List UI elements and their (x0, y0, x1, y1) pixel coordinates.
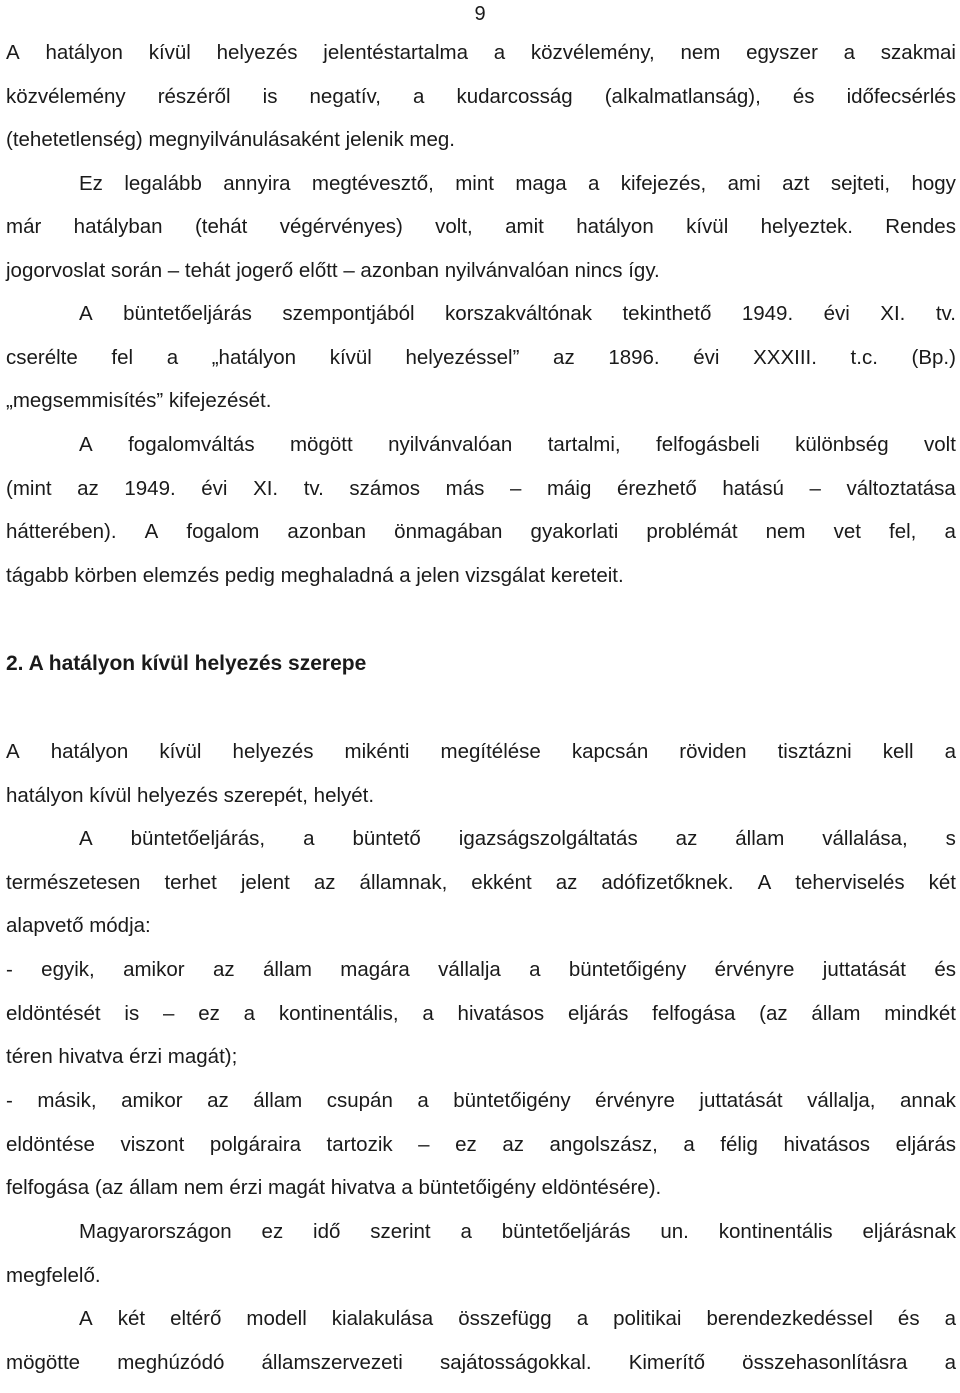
word: változtatása (846, 477, 956, 500)
word: is (262, 85, 278, 108)
word: hatályban (73, 215, 163, 238)
text-line (6, 474, 956, 504)
word: az (502, 1133, 524, 1156)
word: mögötte (6, 1351, 81, 1374)
text-line (6, 430, 956, 460)
word: röviden (679, 740, 747, 763)
word: problémát (646, 520, 738, 543)
text-line: felfogása (az állam nem érzi magát hivatva a büntetőigény eldöntésére). (6, 1176, 662, 1199)
word: végérvényes) (279, 215, 403, 238)
word: (mint (6, 477, 52, 500)
section-heading: 2. A hatályon kívül helyezés szerepe (6, 652, 367, 675)
word: eldöntése (6, 1133, 95, 1156)
word: évi (201, 477, 228, 500)
word: félig (720, 1133, 758, 1156)
word: s (945, 827, 956, 850)
word: 1949. (124, 477, 176, 500)
word: máig (546, 477, 592, 500)
word: korszakváltónak (445, 302, 593, 325)
word: érezhető (616, 477, 697, 500)
word: – (418, 1133, 430, 1156)
word: – (509, 477, 522, 500)
word: sajátosságokkal. (439, 1351, 592, 1374)
word: eljárás (567, 1002, 629, 1025)
word: fogalom (186, 520, 260, 543)
text-line (6, 955, 956, 985)
word: (Bp.) (911, 346, 956, 369)
word: az (207, 1089, 229, 1112)
word: kívül (329, 346, 372, 369)
text-line (6, 169, 956, 199)
word: összehasonlításra (742, 1351, 908, 1374)
word: A (79, 827, 93, 850)
text-line (6, 517, 956, 547)
word: is (124, 1002, 140, 1025)
word: kívül (686, 215, 729, 238)
word: kifejezés, (620, 172, 707, 195)
word: teherviselés (795, 871, 905, 894)
word: meghúzódó (117, 1351, 225, 1374)
word: államnak, (359, 871, 448, 894)
word: a (576, 1307, 589, 1330)
word: állam (811, 1002, 861, 1025)
word: évi (693, 346, 720, 369)
word: fogalomváltás (128, 433, 255, 456)
word: 1896. (608, 346, 660, 369)
word: büntetőigény (453, 1089, 571, 1112)
word: kapcsán (571, 740, 649, 763)
word: – (163, 1002, 175, 1025)
word: t.c. (850, 346, 878, 369)
text-line: „megsemmisítés” kifejezését. (6, 389, 272, 412)
word: fel, (889, 520, 917, 543)
word: eljárás (895, 1133, 956, 1156)
word: adófizetőknek. (601, 871, 734, 894)
word: a (493, 41, 506, 64)
word: sejteti, (830, 172, 891, 195)
word: A (79, 302, 93, 325)
word: büntetőigény (568, 958, 687, 981)
word: hogy (911, 172, 956, 195)
word: hatályon (45, 41, 123, 64)
word: a (944, 1351, 956, 1374)
word: és (792, 85, 815, 108)
word: a (412, 85, 425, 108)
word: az (313, 871, 336, 894)
word: „hatályon (211, 346, 297, 369)
word: mikénti (344, 740, 410, 763)
word: a (417, 1089, 429, 1112)
word: felfogása (652, 1002, 736, 1025)
word: időfecsérlés (846, 85, 956, 108)
word: tekinthető (622, 302, 712, 325)
word: hatályon (50, 740, 129, 763)
word: büntetőeljárás (123, 302, 252, 325)
word: állam (735, 827, 785, 850)
word: a (843, 41, 856, 64)
word: mögött (289, 433, 353, 456)
text-line (6, 1086, 956, 1116)
word: XXXIII. (753, 346, 817, 369)
word: megtévesztő, (311, 172, 434, 195)
word: kontinentális (718, 1220, 833, 1243)
word: büntetőeljárás, (130, 827, 266, 850)
word: és (897, 1307, 920, 1330)
word: helyeztek. (760, 215, 853, 238)
word: természetesen (6, 871, 141, 894)
text-line: jogorvoslat során – tehát jogerő előtt – azonban nyilvánvalóan nincs így. (6, 259, 660, 282)
word: büntető (352, 827, 421, 850)
word: állam (262, 958, 312, 981)
word: (alkalmatlanság), (604, 85, 761, 108)
word: tartozik (326, 1133, 393, 1156)
text-line (6, 212, 956, 242)
word: fel (111, 346, 134, 369)
word: juttatását (699, 1089, 783, 1112)
word: ekként (471, 871, 532, 894)
word: modell (246, 1307, 307, 1330)
word: nem (680, 41, 721, 64)
word: kudarcosság (456, 85, 573, 108)
word: azt (782, 172, 810, 195)
page-number: 9 (474, 3, 486, 25)
word: jelentéstartalma (323, 41, 468, 64)
word: amikor (123, 958, 185, 981)
word: büntetőeljárás (501, 1220, 631, 1243)
text-line: alapvető módja: (6, 914, 151, 937)
word: eltérő (170, 1307, 222, 1330)
text-line (6, 1130, 956, 1160)
word: évi (823, 302, 850, 325)
word: hatályon (576, 215, 654, 238)
word: csupán (326, 1089, 393, 1112)
word: kívül (148, 41, 191, 64)
word: amikor (121, 1089, 183, 1112)
word: ez (198, 1002, 220, 1025)
word: összefügg (458, 1307, 552, 1330)
word: a (166, 346, 179, 369)
word: helyezés (232, 740, 314, 763)
word: két (117, 1307, 146, 1330)
word: XI. (253, 477, 279, 500)
word: és (934, 958, 956, 981)
word: vállalása, (822, 827, 908, 850)
word: Kimerítő (628, 1351, 706, 1374)
word: tisztázni (777, 740, 852, 763)
word: ami (727, 172, 761, 195)
word: érvényre (595, 1089, 675, 1112)
word: - (6, 958, 13, 981)
word: A (6, 740, 20, 763)
word: XI. (880, 302, 906, 325)
word: eljárásnak (862, 1220, 956, 1243)
word: negatív, (309, 85, 381, 108)
text-line: tágabb körben elemzés pedig meghaladná a jelen vizsgálat kereteit. (6, 564, 624, 587)
word: A (144, 520, 159, 543)
word: eldöntését (6, 1002, 101, 1025)
word: a (529, 958, 541, 981)
text-line (6, 38, 956, 68)
word: jelent (240, 871, 290, 894)
word: idő (313, 1220, 341, 1243)
word: az (555, 871, 578, 894)
word: a (944, 520, 956, 543)
word: ez (455, 1133, 477, 1156)
word: más (445, 477, 485, 500)
word: nyilvánvalóan (388, 433, 513, 456)
word: A (757, 871, 772, 894)
word: megítélése (440, 740, 541, 763)
word: annak (900, 1089, 956, 1112)
word: szerint (370, 1220, 431, 1243)
word: a (422, 1002, 434, 1025)
word: gyakorlati (530, 520, 619, 543)
word: Rendes (885, 215, 956, 238)
word: A (79, 433, 93, 456)
word: különbség (795, 433, 889, 456)
word: vállalja, (807, 1089, 876, 1112)
word: Ez (79, 172, 103, 195)
text-line (6, 1348, 956, 1378)
word: kontinentális, (278, 1002, 399, 1025)
text-line (6, 868, 956, 898)
word: amit (505, 215, 544, 238)
word: volt, (435, 215, 473, 238)
text-line: téren hivatva érzi magát); (6, 1045, 238, 1068)
word: a (243, 1002, 256, 1025)
word: – (809, 477, 821, 500)
word: A (79, 1307, 93, 1330)
text-line (6, 824, 956, 854)
word: tartalmi, (547, 433, 621, 456)
word: szakmai (880, 41, 956, 64)
word: polgáraira (209, 1133, 301, 1156)
word: (tehát (194, 215, 248, 238)
text-line (6, 1217, 956, 1247)
word: mindkét (884, 1002, 956, 1025)
text-line (6, 1304, 956, 1334)
word: az (212, 958, 235, 981)
word: 1949. (741, 302, 794, 325)
word: szempontjából (282, 302, 415, 325)
word: helyezés (216, 41, 298, 64)
text-line: (tehetetlenség) megnyilvánulásaként jelenik meg. (6, 128, 455, 151)
text-line (6, 999, 956, 1029)
word: államszervezeti (261, 1351, 403, 1374)
word: a (944, 740, 956, 763)
word: hivatásos (457, 1002, 545, 1025)
word: - (6, 1089, 13, 1112)
word: az (675, 827, 698, 850)
word: viszont (120, 1133, 185, 1156)
word: ez (261, 1220, 284, 1243)
word: részéről (157, 85, 231, 108)
word: már (6, 215, 42, 238)
word: berendezkedéssel (706, 1307, 873, 1330)
word: un. (660, 1220, 689, 1243)
word: felfogásbeli (656, 433, 760, 456)
word: a (303, 827, 315, 850)
word: hatású (722, 477, 784, 500)
word: érvényre (714, 958, 795, 981)
word: a (944, 1307, 956, 1330)
word: közvélemény (6, 85, 126, 108)
word: tv. (935, 302, 956, 325)
word: juttatását (822, 958, 906, 981)
word: maga (515, 172, 567, 195)
word: annyira (223, 172, 291, 195)
word: tv. (303, 477, 324, 500)
text-line (6, 737, 956, 767)
word: kell (882, 740, 914, 763)
word: azonban (287, 520, 367, 543)
word: a (587, 172, 600, 195)
text-line: hatályon kívül helyezés szerepét, helyét. (6, 784, 375, 807)
word: A (6, 41, 20, 64)
word: az (553, 346, 575, 369)
word: számos (349, 477, 421, 500)
word: angolszász, (549, 1133, 658, 1156)
text-line (6, 299, 956, 329)
word: egyszer (746, 41, 818, 64)
word: Magyarországon (79, 1220, 232, 1243)
word: nem (765, 520, 806, 543)
text-line (6, 343, 956, 373)
word: volt (924, 433, 956, 456)
word: két (928, 871, 956, 894)
word: hivatásos (783, 1133, 871, 1156)
word: igazságszolgáltatás (458, 827, 638, 850)
word: legalább (124, 172, 202, 195)
word: állam (253, 1089, 303, 1112)
word: önmagában (394, 520, 503, 543)
word: helyezéssel” (405, 346, 520, 369)
word: vállalja (438, 958, 501, 981)
word: terhet (164, 871, 217, 894)
word: kívül (159, 740, 202, 763)
word: cserélte (6, 346, 78, 369)
word: egyik, (41, 958, 95, 981)
word: hátterében). (6, 520, 117, 543)
word: kialakulása (331, 1307, 434, 1330)
word: mint (455, 172, 494, 195)
word: politikai (613, 1307, 682, 1330)
word: (az (759, 1002, 788, 1025)
text-line (6, 82, 956, 112)
word: az (77, 477, 99, 500)
word: a (460, 1220, 472, 1243)
text-line: megfelelő. (6, 1264, 101, 1287)
word: vet (833, 520, 861, 543)
word: közvélemény, (530, 41, 655, 64)
word: másik, (37, 1089, 97, 1112)
word: a (683, 1133, 695, 1156)
word: magára (340, 958, 410, 981)
